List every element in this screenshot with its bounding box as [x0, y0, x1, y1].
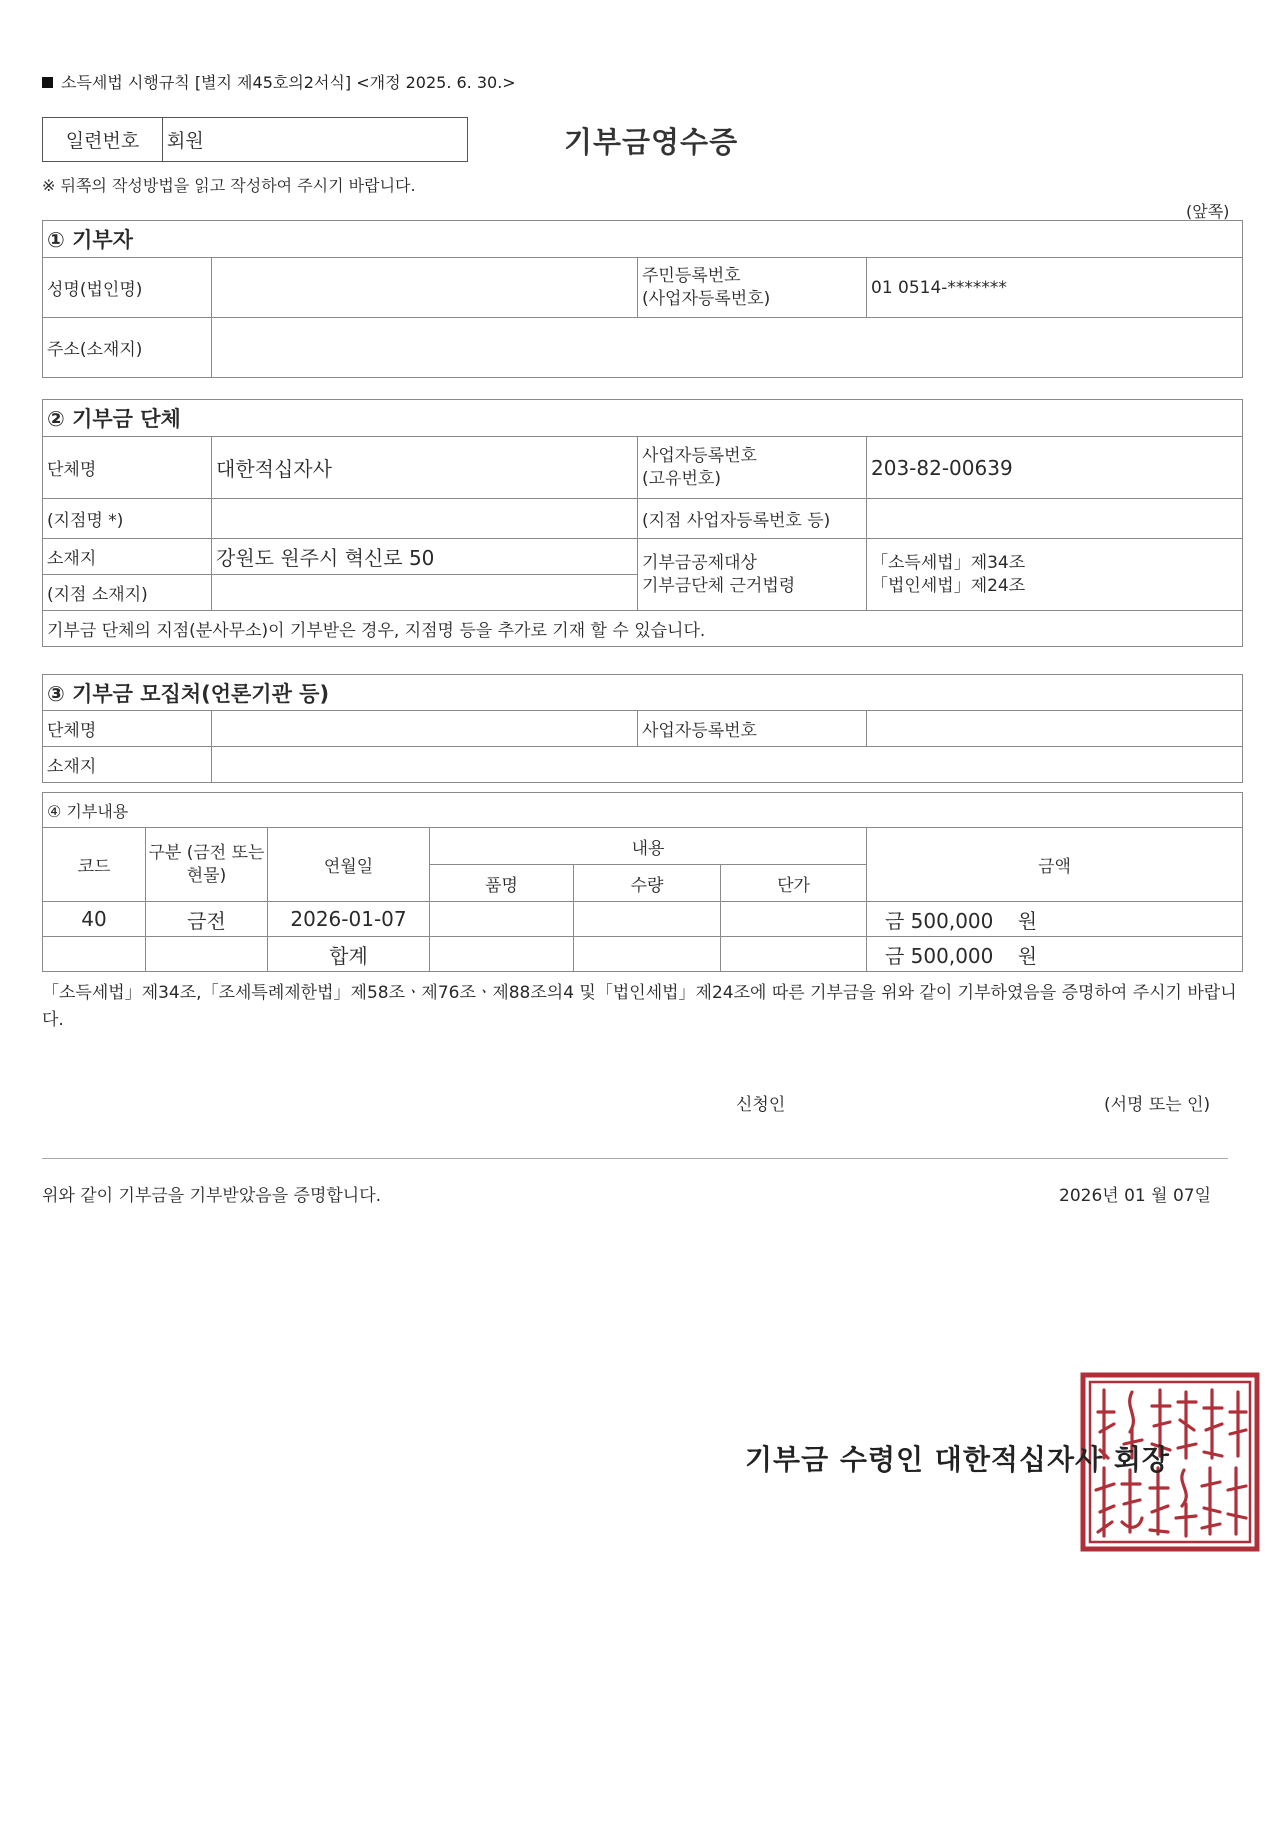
collector-name-label: 단체명 — [43, 711, 212, 747]
issue-date: 2026년 01 월 07일 — [1059, 1186, 1212, 1206]
total-amount-unit: 원 — [1017, 943, 1038, 968]
total-empty-1 — [43, 937, 146, 972]
org-reg-label-line1: 사업자등록번호 — [642, 445, 757, 466]
recipient-name: 기부금 수령인 대한적십자사 회장 — [745, 1443, 1170, 1476]
total-empty-5 — [721, 937, 867, 972]
row-amount — [867, 902, 1243, 937]
org-name-value: 대한적십자사 — [212, 437, 638, 499]
org-location-value: 강원도 원주시 혁신로 50 — [212, 539, 638, 575]
donor-id-label-line1: 주민등록번호 — [642, 265, 741, 286]
collector-reg-label: 사업자등록번호 — [638, 711, 867, 747]
org-name-label: 단체명 — [43, 437, 212, 499]
law-corporate-tax: 「법인세법」제24조 — [871, 575, 1026, 596]
donation-details-table — [42, 792, 1243, 972]
row-qty — [574, 902, 721, 937]
total-row — [43, 937, 1243, 972]
org-location-label: 소재지 — [43, 539, 212, 575]
row-unit-price — [721, 902, 867, 937]
serial-number-label: 일련번호 — [43, 118, 163, 161]
organization-table — [42, 399, 1243, 647]
donor-name-value — [212, 258, 638, 318]
header-amount: 금액 — [867, 828, 1243, 902]
header-content: 내용 — [430, 828, 867, 865]
divider — [42, 1158, 1228, 1159]
donor-section-title: ① 기부자 — [43, 221, 1243, 258]
page-side-label: (앞쪽) — [1186, 202, 1230, 221]
row-code: 40 — [43, 902, 146, 937]
row-date: 2026-01-07 — [268, 902, 430, 937]
header-date: 연월일 — [268, 828, 430, 902]
row-type: 금전 — [146, 902, 268, 937]
collector-location-value — [212, 747, 1243, 783]
applicant-label: 신청인 — [736, 1095, 786, 1115]
branch-reg-label: (지점 사업자등록번호 등) — [638, 499, 867, 539]
instruction-note: ※ 뒤쪽의 작성방법을 읽고 작성하여 주시기 바랍니다. — [42, 176, 416, 195]
total-empty-2 — [146, 937, 268, 972]
signature-label: (서명 또는 인) — [1104, 1095, 1211, 1115]
donor-id-label — [638, 258, 867, 318]
branch-reg-value — [867, 499, 1243, 539]
header-type: 구분 (금전 또는 현물) — [146, 828, 268, 902]
collector-reg-value — [867, 711, 1243, 747]
organization-section-title: ② 기부금 단체 — [43, 400, 1243, 437]
total-label: 합계 — [268, 937, 430, 972]
donor-table — [42, 220, 1243, 378]
header-qty: 수량 — [574, 865, 721, 902]
total-empty-4 — [574, 937, 721, 972]
deduction-label-line1: 기부금공제대상 — [642, 552, 757, 573]
total-amount — [867, 937, 1243, 972]
collector-table — [42, 674, 1243, 783]
donor-address-label: 주소(소재지) — [43, 318, 212, 378]
deduction-basis-laws — [867, 539, 1243, 611]
org-reg-label — [638, 437, 867, 499]
serial-number-value: 회원 — [167, 130, 204, 152]
certification-text: 「소득세법」제34조,「조세특례제한법」제58조ㆍ제76조ㆍ제88조의4 및「법인세법」제24조에 따른 기부금을 위와 같이 기부하였음을 증명하여 주시기 바랍니다. — [42, 983, 1237, 1030]
serial-number-box — [42, 117, 468, 162]
law-income-tax: 「소득세법」제34조 — [871, 552, 1026, 573]
branch-footnote: 기부금 단체의 지점(분사무소)이 기부받은 경우, 지점명 등을 추가로 기재 할 수 있습니다. — [43, 611, 1243, 647]
branch-name-label: (지점명 *) — [43, 499, 212, 539]
square-bullet-icon — [42, 77, 53, 88]
details-section-title: ④ 기부내용 — [43, 793, 1243, 828]
header-item: 품명 — [430, 865, 574, 902]
org-reg-label-line2: (고유번호) — [642, 468, 721, 489]
branch-location-label: (지점 소재지) — [43, 575, 212, 611]
row-amount-value: 금 500,000 — [885, 908, 994, 933]
collector-section-title: ③ 기부금 모집처(언론기관 등) — [43, 675, 1243, 711]
header-unit-price: 단가 — [721, 865, 867, 902]
collector-location-label: 소재지 — [43, 747, 212, 783]
document-title: 기부금영수증 — [564, 125, 739, 159]
donor-id-label-line2: (사업자등록번호) — [642, 288, 771, 309]
branch-name-value — [212, 499, 638, 539]
donor-name-label: 성명(법인명) — [43, 258, 212, 318]
legal-reference-text: 소득세법 시행규칙 [별지 제45호의2서식] <개정 2025. 6. 30.> — [61, 73, 516, 92]
header-code: 코드 — [43, 828, 146, 902]
row-item — [430, 902, 574, 937]
org-reg-value: 203-82-00639 — [867, 437, 1243, 499]
branch-location-value — [212, 575, 638, 611]
row-amount-unit: 원 — [1017, 908, 1038, 933]
donor-id-value: 01 0514-******* — [867, 258, 1243, 318]
total-empty-3 — [430, 937, 574, 972]
receipt-statement: 위와 같이 기부금을 기부받았음을 증명합니다. — [42, 1186, 382, 1206]
deduction-label-line2: 기부금단체 근거법령 — [642, 575, 796, 596]
deduction-basis-label — [638, 539, 867, 611]
collector-name-value — [212, 711, 638, 747]
total-amount-value: 금 500,000 — [885, 943, 994, 968]
donor-address-value — [212, 318, 1243, 378]
legal-reference — [42, 70, 516, 93]
table-row — [43, 902, 1243, 937]
